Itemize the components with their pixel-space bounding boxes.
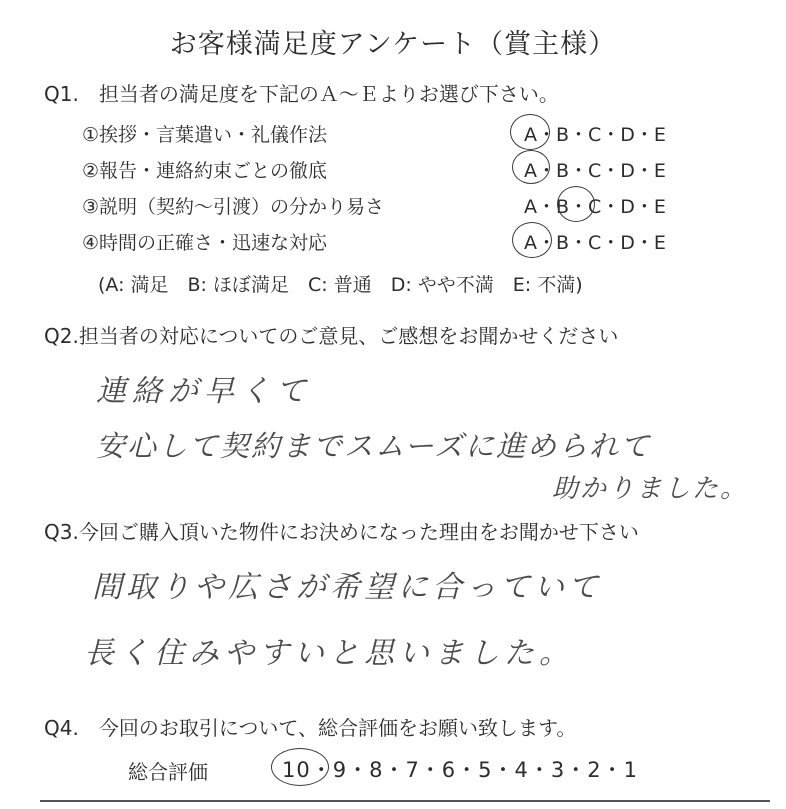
q1-item-2-label: ②報告・連絡約束ごとの徹底 xyxy=(82,160,328,182)
q1-item-4-label: ④時間の正確さ・迅速な対応 xyxy=(82,232,328,254)
q2-answer-line-2: 安心して契約までスムーズに進められて xyxy=(96,429,652,463)
q2-answer-line-3: 助かりました。 xyxy=(552,474,749,504)
q1-item-3-scale[interactable]: A・B・C・D・E xyxy=(524,196,666,218)
q1-item-1-scale[interactable]: A・B・C・D・E xyxy=(524,124,666,146)
q3-question: Q3.今回ご購入頂いた物件にお決めになった理由をお聞かせ下さい xyxy=(44,520,639,544)
q1-item-1-selected-circle xyxy=(510,114,550,150)
q1-item-4-selected-circle xyxy=(512,222,552,258)
q2-question: Q2.担当者の対応についてのご意見、ご感想をお聞かせください xyxy=(44,324,619,348)
q1-item-2-scale[interactable]: A・B・C・D・E xyxy=(524,160,666,182)
q1-item-2-selected-circle xyxy=(512,150,550,184)
q4-rating-scale[interactable]: 10・9・8・7・6・5・4・3・2・1 xyxy=(282,758,638,782)
q2-answer-line-1: 連絡が早くて xyxy=(96,374,312,409)
bottom-rule xyxy=(40,800,770,802)
q4-question: Q4. 今回のお取引について、総合評価をお願い致します。 xyxy=(44,716,577,740)
q1-item-3-selected-circle xyxy=(557,186,595,222)
q1-legend: (A: 満足 B: ほぼ満足 C: 普通 D: やや不満 E: 不満) xyxy=(98,274,583,296)
q1-item-1-label: ①挨拶・言葉遣い・礼儀作法 xyxy=(82,124,328,146)
q1-item-4-scale[interactable]: A・B・C・D・E xyxy=(524,232,666,254)
q4-rating-label: 総合評価 xyxy=(128,760,208,784)
survey-title: お客様満足度アンケート（賞主様） xyxy=(169,29,617,60)
q4-selected-circle xyxy=(271,748,329,786)
q3-answer-line-1: 間取りや広さが希望に合っていて xyxy=(92,570,602,605)
q3-answer-line-2: 長く住みやすいと思いました。 xyxy=(84,636,574,671)
q1-question: Q1. 担当者の満足度を下記のＡ～Ｅよりお選び下さい。 xyxy=(44,82,559,106)
q1-item-3-label: ③説明（契約～引渡）の分かり易さ xyxy=(82,196,385,218)
